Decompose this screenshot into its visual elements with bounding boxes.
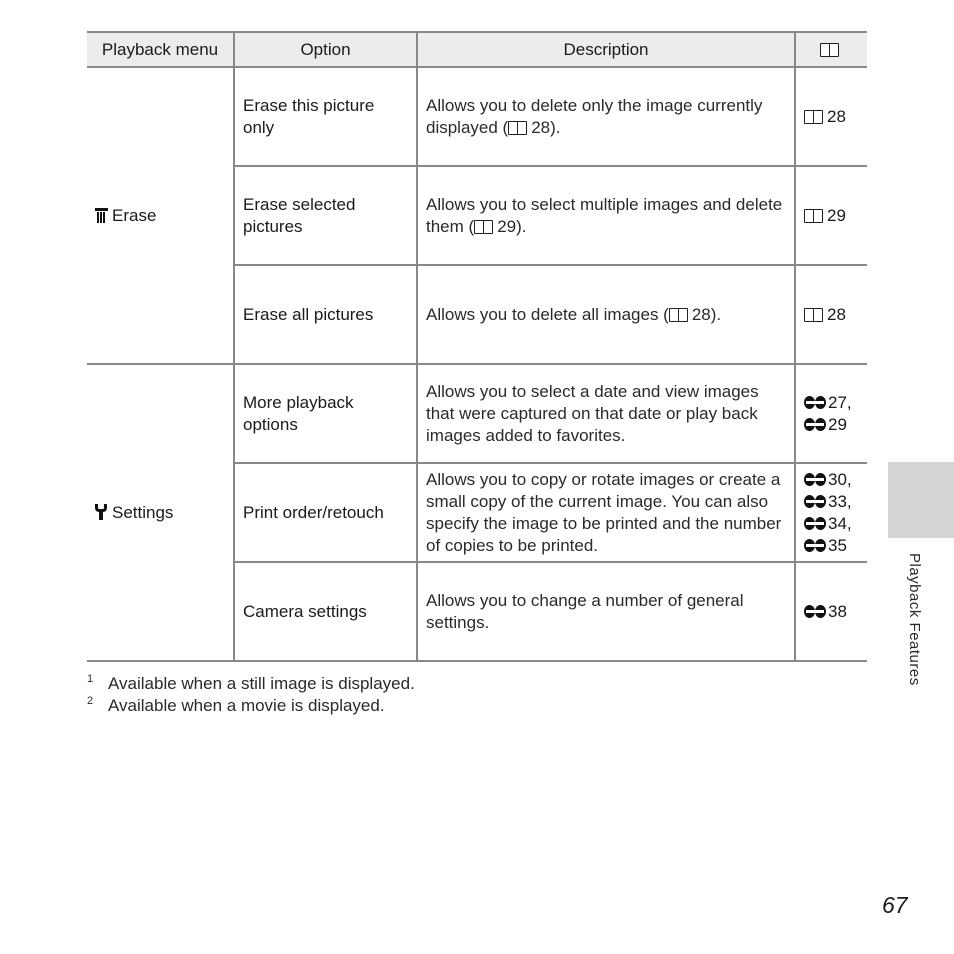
reference-cell: 29 — [795, 166, 867, 265]
header-reference — [795, 32, 867, 67]
section-tab — [888, 462, 954, 538]
book-icon — [804, 208, 823, 223]
menu-label: Settings — [112, 502, 174, 522]
book-icon — [474, 219, 493, 234]
option-cell: Erase this picture only — [234, 67, 417, 166]
header-playback-menu: Playback menu — [87, 32, 234, 67]
footnote: 1 Available when a still image is displayed. — [87, 673, 415, 693]
book-icon — [804, 307, 823, 322]
reference-icon — [804, 495, 826, 508]
footnote: 2 Available when a movie is displayed. — [87, 695, 385, 715]
option-cell: Erase selected pictures — [234, 166, 417, 265]
book-icon — [804, 109, 823, 124]
description-cell: Allows you to delete all images ( 28). — [417, 265, 795, 364]
description-cell: Allows you to delete only the image currently displayed ( 28). — [417, 67, 795, 166]
description-cell: Allows you to select a date and view images that were captured on that date or play back images added to favorites. — [417, 364, 795, 463]
reference-cell: 30, 33, 34, 35 — [795, 463, 867, 562]
reference-cell: 28 — [795, 67, 867, 166]
option-cell: More playback options — [234, 364, 417, 463]
reference-cell: 27, 29 — [795, 364, 867, 463]
header-option: Option — [234, 32, 417, 67]
trash-icon — [95, 208, 108, 223]
book-icon — [508, 120, 527, 135]
table-header-row — [87, 32, 867, 67]
section-label: Playback Features — [906, 553, 923, 686]
option-cell: Erase all pictures — [234, 265, 417, 364]
menu-cell-erase — [87, 67, 234, 364]
option-cell: Camera settings — [234, 562, 417, 661]
page-number: 67 — [882, 892, 908, 918]
header-description: Description — [417, 32, 795, 67]
book-icon — [669, 307, 688, 322]
reference-icon — [804, 418, 826, 431]
reference-icon — [804, 605, 826, 618]
description-cell: Allows you to copy or rotate images or create a small copy of the current image. You can also specify the image to be printed and the number of copies to be printed. — [417, 463, 795, 562]
table-row — [87, 67, 867, 166]
option-cell: Print order/retouch — [234, 463, 417, 562]
description-cell: Allows you to select multiple images and delete them ( 29). — [417, 166, 795, 265]
description-cell: Allows you to change a number of general settings. — [417, 562, 795, 661]
playback-menu-table — [87, 31, 867, 662]
reference-icon — [804, 473, 826, 486]
menu-cell-settings — [87, 364, 234, 661]
reference-icon — [804, 396, 826, 409]
reference-icon — [804, 539, 826, 552]
menu-label: Erase — [112, 205, 157, 225]
reference-icon — [804, 517, 826, 530]
reference-cell: 28 — [795, 265, 867, 364]
table-row — [87, 364, 867, 463]
footnotes — [87, 673, 415, 717]
book-icon — [820, 42, 839, 57]
reference-cell: 38 — [795, 562, 867, 661]
wrench-icon — [95, 504, 107, 520]
